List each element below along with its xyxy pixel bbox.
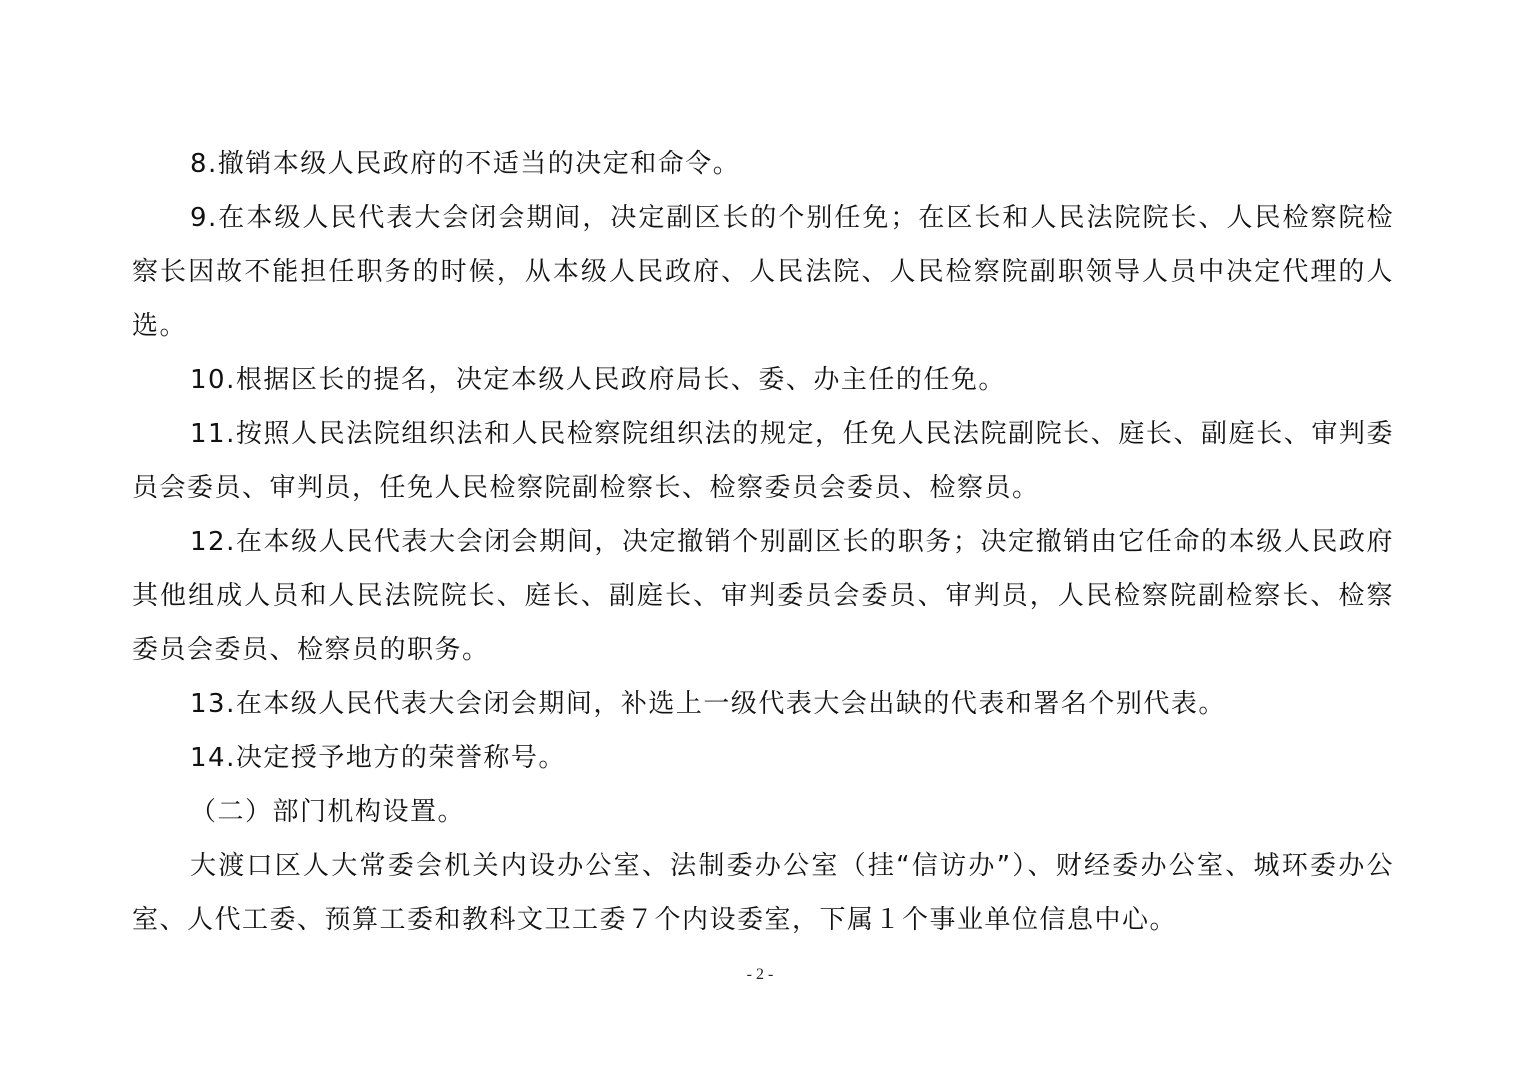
section-heading-department-setup: （二）部门机构设置。 bbox=[190, 797, 466, 827]
document-body bbox=[132, 137, 1394, 947]
paragraph-item-13: 13.在本级人民代表大会闭会期间，补选上一级代表大会出缺的代表和署名个别代表。 bbox=[190, 689, 1226, 719]
paragraph-item-11: 11.按照人民法院组织法和人民检察院组织法的规定，任免人民法院副院长、庭长、副庭长、审判委员会委员、审判员，任免人民检察院副检察长、检察委员会委员、检察员。 bbox=[132, 419, 1394, 503]
paragraph-item-14: 14.决定授予地方的荣誉称号。 bbox=[190, 743, 566, 773]
page-number: - 2 - bbox=[746, 966, 774, 983]
paragraph-item-9: 9.在本级人民代表大会闭会期间，决定副区长的个别任免；在区长和人民法院院长、人民检察院检察长因故不能担任职务的时候，从本级人民政府、人民法院、人民检察院副职领导人员中决定代理的人选。 bbox=[132, 203, 1394, 341]
paragraph-item-12: 12.在本级人民代表大会闭会期间，决定撤销个别副区长的职务；决定撤销由它任命的本级人民政府其他组成人员和人民法院院长、庭长、副庭长、审判委员会委员、审判员，人民检察院副检察长、检察委员会委员、检察员的职务。 bbox=[132, 527, 1394, 665]
paragraph-department-description: 大渡口区人大常委会机关内设办公室、法制委办公室（挂“信访办”）、财经委办公室、城环委办公室、人代工委、预算工委和教科文卫工委７个内设委室，下属１个事业单位信息中心。 bbox=[132, 851, 1394, 935]
paragraph-item-8: 8.撤销本级人民政府的不适当的决定和命令。 bbox=[190, 149, 741, 179]
paragraph-item-10: 10.根据区长的提名，决定本级人民政府局长、委、办主任的任免。 bbox=[190, 365, 1006, 395]
